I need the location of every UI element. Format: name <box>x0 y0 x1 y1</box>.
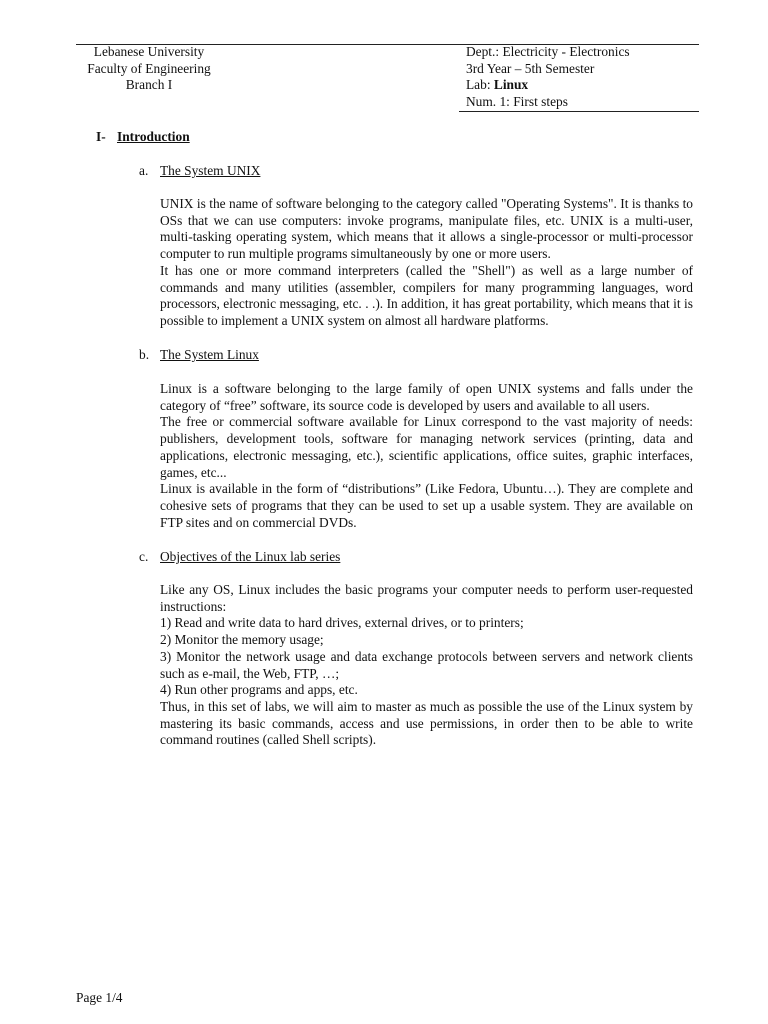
paragraph: The free or commercial software available for Linux correspond to the vast majority of needs: publishers, development tools, software for managing network services (printing, data and applications, electronic messaging, etc.), scientific applications, office suites, graphic interfaces, games, etc... <box>160 414 693 480</box>
subsection-letter: c. <box>139 549 149 564</box>
lab-number: Num. 1: First steps <box>466 93 568 109</box>
lab-label: Lab: <box>466 77 494 92</box>
year-semester: 3rd Year – 5th Semester <box>466 60 595 76</box>
subsection-body-c <box>160 582 693 749</box>
lab-line <box>466 77 699 94</box>
subsection-title: Objectives of the Linux lab series <box>160 549 341 564</box>
paragraph: Thus, in this set of labs, we will aim to master as much as possible the use of the Linux system by mastering its basic commands, access and use permissions, in order then to be able to write command routines (called Shell scripts). <box>160 698 693 748</box>
subsection-body-b <box>160 381 693 531</box>
paragraph: Linux is a software belonging to the large family of open UNIX systems and falls under the category of “free” software, its source code is developed by users and available to all users. <box>160 381 693 413</box>
header-course-info <box>466 44 699 110</box>
list-item: 4) Run other programs and apps, etc. <box>160 682 358 698</box>
page-number: Page 1/4 <box>76 990 123 1005</box>
subsection-letter: b. <box>139 347 150 362</box>
paragraph: UNIX is the name of software belonging to the category called "Operating Systems". It is thanks to OSs that we can use computers: invoke programs, manipulate files, etc. UNIX is a multi-user, multi-tasking operating system, which means that it allows a single-processor or multi-processor computer to run multiple programs simultaneously by one or more users. <box>160 196 693 262</box>
subsection-heading-a <box>139 163 260 179</box>
section-number: I- <box>96 129 106 144</box>
branch-name: Branch I <box>125 77 173 92</box>
lab-value: Linux <box>493 77 529 92</box>
list-item: 2) Monitor the memory usage; <box>160 632 324 648</box>
subsection-title: The System UNIX <box>160 163 261 178</box>
header-institution <box>76 44 222 94</box>
subsection-heading-c <box>139 549 340 565</box>
subsection-body-a <box>160 196 693 330</box>
paragraph: Linux is available in the form of “distributions” (Like Fedora, Ubuntu…). They are complete and cohesive sets of programs that they can be used to set up a usable system. They are available on FTP sites and on commercial DVDs. <box>160 481 693 530</box>
subsection-heading-b <box>139 347 259 363</box>
header-bottom-rule <box>459 111 699 112</box>
subsection-letter: a. <box>139 163 149 178</box>
paragraph: Like any OS, Linux includes the basic programs your computer needs to perform user-requested instructions: <box>160 582 693 614</box>
department: Dept.: Electricity - Electronics <box>466 44 630 59</box>
university-name: Lebanese University <box>93 44 205 59</box>
paragraph: It has one or more command interpreters (called the "Shell") as well as a large number of commands and many utilities (assembler, compilers for many programming languages, word processors, electronic messaging, etc. . .). In addition, it has great portability, which means that it is possible to implement a UNIX system on almost all hardware platforms. <box>160 262 693 328</box>
faculty-name: Faculty of Engineering <box>87 60 211 76</box>
list-item: 1) Read and write data to hard drives, external drives, or to printers; <box>160 615 524 631</box>
subsection-title: The System Linux <box>160 347 259 362</box>
section-title: Introduction <box>117 129 190 144</box>
section-heading <box>96 129 190 145</box>
list-item: 3) Monitor the network usage and data exchange protocols between servers and network clients such as e-mail, the Web, FTP, …; <box>160 648 693 681</box>
